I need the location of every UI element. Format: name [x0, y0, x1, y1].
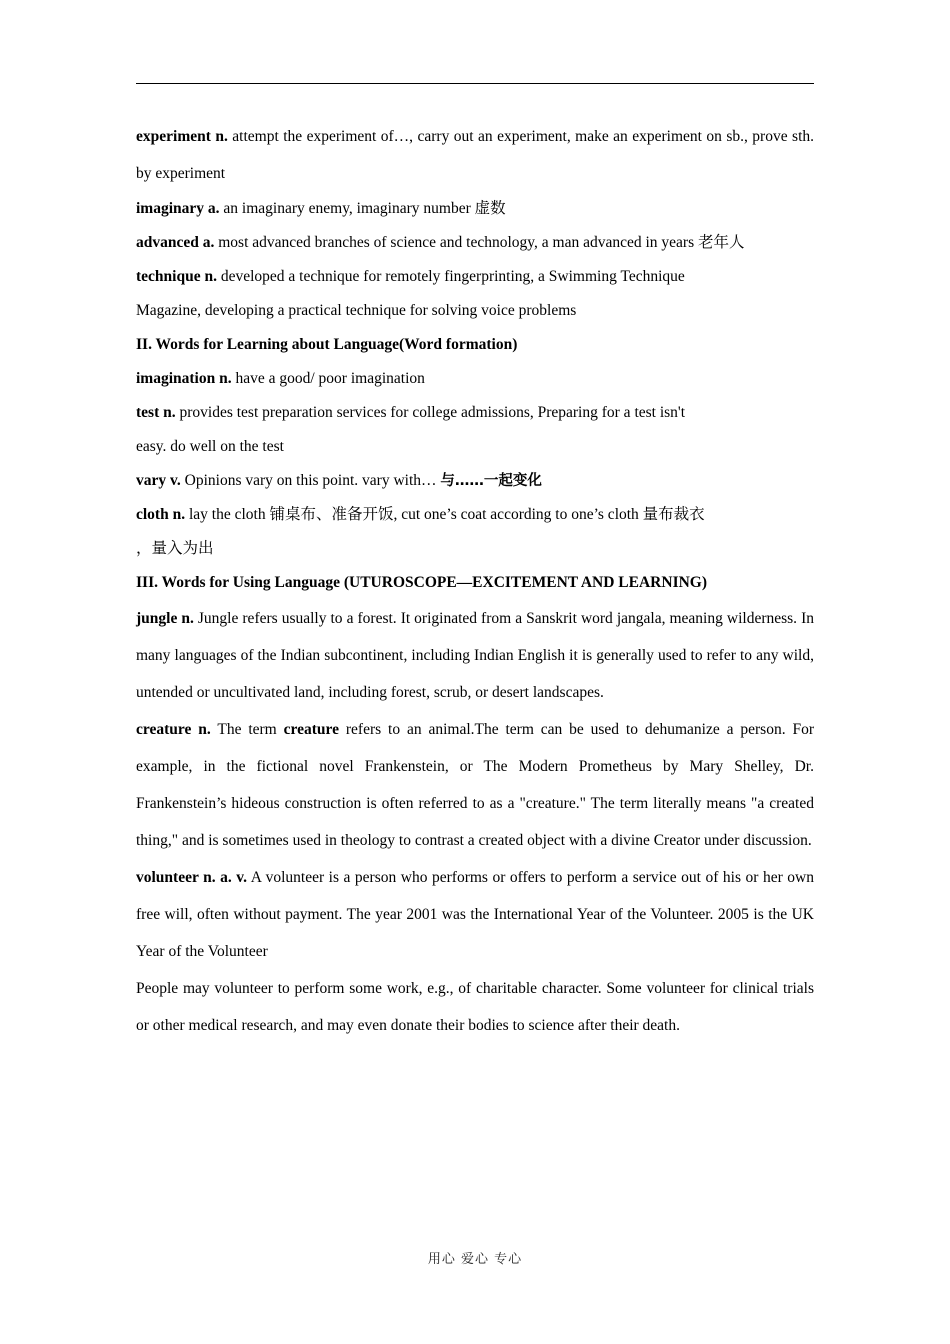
- entry-technique-continued: Magazine, developing a practical technique for solving voice problems: [136, 302, 577, 319]
- entry-advanced: advanced a. most advanced branches of science and technology, a man advanced in years 老年人: [136, 234, 745, 251]
- page-footer: 用心 爱心 专心: [427, 1252, 523, 1267]
- document-body: [136, 118, 814, 1044]
- entry-cloth-continued: ，量入为出: [136, 540, 214, 557]
- entry-volunteer-paragraph: People may volunteer to perform some work, e.g., of charitable character. Some volunteer for clinical trials or other medical research, and may even donate their bodies to science after their death.: [136, 980, 814, 1034]
- entry-imagination: imagination n. have a good/ poor imagination: [136, 370, 425, 387]
- entry-volunteer: volunteer n. a. v. A volunteer is a person who performs or offers to perform a service out of his or her own free will, often without payment. The year 2001 was the International Year of the Volunteer. 2005 is the UK Year of the Volunteer: [136, 869, 814, 960]
- entry-imaginary: imaginary a. an imaginary enemy, imaginary number 虚数: [136, 200, 506, 217]
- entry-test-continued: easy. do well on the test: [136, 438, 284, 455]
- entry-creature: creature n. The term creature refers to an animal.The term can be used to dehumanize a person. For example, in the fictional novel Frankenstein, or The Modern Prometheus by Mary Shelley, Dr. Frankenstein’s hideous construction is often referred to as a "creature." The term literally means "a created thing," and is sometimes used in theology to contrast a created object with a divine Creator under discussion.: [136, 721, 814, 849]
- entry-vary: vary v. Opinions vary on this point. vary with… 与……一起变化: [136, 472, 542, 489]
- section-heading-2: II. Words for Learning about Language(Word formation): [136, 336, 518, 353]
- entry-cloth: cloth n. lay the cloth 铺桌布、准备开饭, cut one’s coat according to one’s cloth 量布裁衣: [136, 506, 705, 523]
- entry-technique: technique n. developed a technique for remotely fingerprinting, a Swimming Technique: [136, 268, 685, 285]
- entry-experiment: experiment n. attempt the experiment of…, carry out an experiment, make an experiment on sb., prove sth. by experiment: [136, 128, 815, 182]
- entry-test: test n. provides test preparation services for college admissions, Preparing for a test isn't: [136, 404, 686, 421]
- section-heading-3: III. Words for Using Language (UTUROSCOPE—EXCITEMENT AND LEARNING): [136, 574, 708, 591]
- header-rule: [136, 83, 814, 84]
- entry-jungle: jungle n. Jungle refers usually to a forest. It originated from a Sanskrit word jangala, meaning wilderness. In many languages of the Indian subcontinent, including Indian English it is generally used to refer to any wild, untended or uncultivated land, including forest, scrub, or desert landscapes.: [136, 610, 814, 701]
